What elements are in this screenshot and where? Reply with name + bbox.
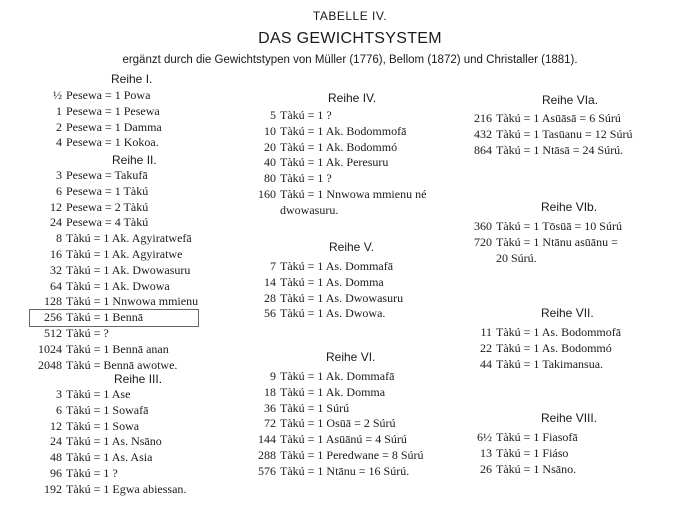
table-row xyxy=(30,434,186,450)
table-row xyxy=(250,306,403,322)
row-equivalence: Pesewa = 1 Powa xyxy=(66,88,151,102)
row-equivalence: Tàkú = 1 Fiáso xyxy=(496,445,569,460)
row-equivalence: Tàkú = 1 Fiasofā xyxy=(496,430,578,444)
row-quantity: 4 xyxy=(56,135,62,150)
row-quantity: 26 xyxy=(480,461,492,476)
row-quantity: 144 xyxy=(258,432,276,447)
section-reihe-8 xyxy=(464,430,578,477)
table-row xyxy=(30,184,198,200)
table-row xyxy=(30,466,186,482)
row-equivalence: Tàkú = 1 Ntānu = 16 Súrú. xyxy=(280,463,410,478)
table-row xyxy=(250,275,403,291)
table-row xyxy=(464,219,622,235)
table-row xyxy=(250,259,403,275)
row-quantity: 2048 xyxy=(38,357,62,372)
row-equivalence: Tàkú = 1 Sowafā xyxy=(66,402,149,417)
row-equivalence: Tàkú = 1 Ak. Dommafā xyxy=(280,369,395,383)
row-quantity: 22 xyxy=(480,340,492,355)
section-reihe-7 xyxy=(464,325,621,372)
row-quantity: 56 xyxy=(264,306,276,321)
row-equivalence: Pesewa = 1 Damma xyxy=(66,119,162,134)
row-quantity: 11 xyxy=(480,325,492,339)
row-quantity: 256 xyxy=(44,310,62,325)
table-row xyxy=(250,187,426,203)
table-row xyxy=(250,416,424,432)
section-title-reihe-8: Reihe VIII. xyxy=(541,411,598,425)
row-quantity: 3 xyxy=(56,168,62,182)
row-quantity: 3 xyxy=(56,387,62,401)
table-row xyxy=(250,385,424,401)
section-reihe-3 xyxy=(30,387,186,498)
row-equivalence: Tàkú = 1 Ak. Agyiratwefā xyxy=(66,231,192,246)
section-reihe-1 xyxy=(30,88,162,151)
table-row xyxy=(30,310,198,326)
row-quantity: 36 xyxy=(264,400,276,415)
row-quantity: 512 xyxy=(44,325,62,340)
table-row xyxy=(464,325,621,341)
table-row xyxy=(30,419,186,435)
row-equivalence: Tàkú = 1 Peredwane = 8 Súrú xyxy=(280,447,424,462)
table-row xyxy=(30,135,162,151)
row-quantity: 12 xyxy=(50,199,62,214)
table-row xyxy=(250,155,426,171)
row-equivalence: dwowasuru. xyxy=(280,202,339,217)
section-title-reihe-6b: Reihe VIb. xyxy=(541,200,598,214)
section-title-reihe-2: Reihe II. xyxy=(112,153,157,167)
page-title: DAS GEWICHTSYSTEM xyxy=(258,30,442,47)
table-row xyxy=(30,104,162,120)
table-row xyxy=(250,448,424,464)
row-equivalence: Tàkú = 1 As. Bodommofā xyxy=(496,325,622,339)
row-quantity: 6½ xyxy=(477,430,492,444)
row-quantity: 96 xyxy=(50,465,62,480)
row-equivalence: Tàkú = 1 As. Bodommó xyxy=(496,340,612,355)
row-equivalence: Tàkú = 1 As. Nsāno xyxy=(66,434,162,449)
row-equivalence: Pesewa = 1 Pesewa xyxy=(66,103,160,118)
section-title-reihe-7: Reihe VII. xyxy=(541,306,594,320)
section-title-reihe-4: Reihe IV. xyxy=(328,91,377,105)
table-row xyxy=(30,403,186,419)
row-equivalence: Tàkú = 1 ? xyxy=(280,171,332,186)
row-quantity: 360 xyxy=(474,219,492,233)
row-quantity: 80 xyxy=(264,171,276,186)
table-row xyxy=(250,369,424,385)
row-equivalence: Tàkú = 1 Sowa xyxy=(66,418,140,433)
row-quantity: 24 xyxy=(50,215,62,230)
row-equivalence: Tàkú = 1 Ak. Bodommó xyxy=(280,139,398,154)
row-equivalence: Tàkú = 1 As. Dwowa. xyxy=(280,306,386,321)
table-row xyxy=(30,263,198,279)
section-title-reihe-1: Reihe I. xyxy=(111,72,153,86)
table-row xyxy=(30,326,198,342)
row-equivalence: Tàkú = 1 Ak. Domma xyxy=(280,384,386,399)
table-row xyxy=(250,432,424,448)
table-row xyxy=(30,168,198,184)
table-row xyxy=(30,279,198,295)
row-equivalence: Pesewa = 1 Kokoa. xyxy=(66,135,159,150)
row-quantity: 128 xyxy=(44,294,62,309)
row-equivalence: Tàkú = 1 Nsāno. xyxy=(496,461,577,476)
table-row xyxy=(250,140,426,156)
table-row xyxy=(464,111,632,127)
row-quantity: 6 xyxy=(56,402,62,417)
row-equivalence: Tàkú = 1 Asūānú = 4 Súrú xyxy=(280,432,407,447)
row-equivalence: Pesewa = 2 Tàkú xyxy=(66,199,149,214)
section-title-reihe-6: Reihe VI. xyxy=(326,350,376,364)
row-equivalence: Tàkú = 1 Osūā = 2 Súrú xyxy=(280,416,396,431)
table-row xyxy=(250,291,403,307)
row-equivalence: Tàkú = 1 As. Dommafā xyxy=(280,259,394,273)
table-row xyxy=(464,251,622,267)
table-row xyxy=(464,127,632,143)
row-equivalence: Tàkú = 1 Ntāsā = 24 Súrú. xyxy=(496,142,624,157)
row-quantity: 720 xyxy=(474,234,492,249)
table-row xyxy=(30,450,186,466)
row-equivalence: Tàkú = 1 Ase xyxy=(66,387,131,401)
table-row xyxy=(250,108,426,124)
row-quantity: 13 xyxy=(480,445,492,460)
row-equivalence: 20 Súrú. xyxy=(496,250,537,265)
table-row xyxy=(30,215,198,231)
row-quantity: 64 xyxy=(50,278,62,293)
row-quantity: 10 xyxy=(264,123,276,138)
row-quantity: 8 xyxy=(56,231,62,246)
table-row xyxy=(464,462,578,478)
page-subtitle: ergänzt durch die Gewichtstypen von Müller (1776), Bellom (1872) und Christaller (1881). xyxy=(122,54,578,66)
section-reihe-5 xyxy=(250,259,403,322)
row-equivalence: Tàkú = 1 ? xyxy=(280,108,332,122)
row-quantity: 14 xyxy=(264,274,276,289)
table-row xyxy=(30,342,198,358)
table-row xyxy=(250,464,424,480)
row-equivalence: Tàkú = 1 As. Dwowasuru xyxy=(280,290,404,305)
row-quantity: 32 xyxy=(50,262,62,277)
table-row xyxy=(30,387,186,403)
row-equivalence: Tàkú = ? xyxy=(66,325,109,340)
table-row xyxy=(464,341,621,357)
table-row xyxy=(250,401,424,417)
row-quantity: 864 xyxy=(474,142,492,157)
row-quantity: 40 xyxy=(264,155,276,170)
row-quantity: 2 xyxy=(56,119,62,134)
row-quantity: 432 xyxy=(474,126,492,141)
row-equivalence: Tàkú = 1 Bennā xyxy=(66,310,144,325)
row-quantity: 1024 xyxy=(38,341,62,356)
row-quantity: 216 xyxy=(474,111,492,125)
table-row xyxy=(30,482,186,498)
row-equivalence: Tàkú = 1 Ak. Peresuru xyxy=(280,155,389,170)
table-row xyxy=(464,143,632,159)
row-quantity: 48 xyxy=(50,450,62,465)
row-equivalence: Tàkú = 1 ? xyxy=(66,465,118,480)
row-equivalence: Tàkú = 1 Egwa abiessan. xyxy=(66,481,187,496)
row-quantity: 288 xyxy=(258,447,276,462)
row-quantity: 12 xyxy=(50,418,62,433)
row-equivalence: Tàkú = 1 Ak. Agyiratwe xyxy=(66,246,183,261)
row-quantity: 28 xyxy=(264,290,276,305)
row-quantity: 192 xyxy=(44,481,62,496)
section-reihe-6a xyxy=(464,111,632,158)
row-equivalence: Tàkú = 1 Nnwowa mmienu né xyxy=(280,186,427,201)
row-quantity: 72 xyxy=(264,416,276,431)
row-quantity: 576 xyxy=(258,463,276,478)
table-row xyxy=(30,200,198,216)
row-equivalence: Tàkú = 1 Ak. Dwowa xyxy=(66,278,170,293)
section-reihe-6b xyxy=(464,219,622,266)
table-row xyxy=(464,430,578,446)
row-equivalence: Tàkú = 1 As. Domma xyxy=(280,274,384,289)
table-row xyxy=(30,231,198,247)
row-quantity: 20 xyxy=(264,139,276,154)
row-equivalence: Pesewa = Takufā xyxy=(66,168,148,182)
section-title-reihe-3: Reihe III. xyxy=(114,372,163,386)
row-quantity: 16 xyxy=(50,246,62,261)
row-equivalence: Pesewa = 1 Tàkú xyxy=(66,183,149,198)
row-quantity: 24 xyxy=(50,434,62,449)
section-title-reihe-5: Reihe V. xyxy=(329,240,374,254)
row-equivalence: Tàkú = 1 Asūāsā = 6 Súrú xyxy=(496,111,621,125)
section-reihe-6 xyxy=(250,369,424,480)
row-equivalence: Pesewa = 4 Tàkú xyxy=(66,215,149,230)
row-quantity: 7 xyxy=(270,259,276,273)
row-equivalence: Tàkú = 1 Ak. Dwowasuru xyxy=(66,262,191,277)
row-quantity: 160 xyxy=(258,186,276,201)
table-row xyxy=(30,294,198,310)
row-equivalence: Tàkú = 1 Tasūanu = 12 Súrú xyxy=(496,126,633,141)
row-quantity: 18 xyxy=(264,384,276,399)
row-quantity: 9 xyxy=(270,369,276,383)
row-equivalence: Tàkú = 1 Ak. Bodommofā xyxy=(280,123,407,138)
table-number: TABELLE IV. xyxy=(312,9,388,23)
table-row xyxy=(250,171,426,187)
table-row xyxy=(250,124,426,140)
row-quantity: 5 xyxy=(270,108,276,122)
table-row xyxy=(250,203,426,219)
section-title-reihe-6a: Reihe VIa. xyxy=(542,93,599,107)
section-reihe-4 xyxy=(250,108,426,219)
row-equivalence: Tàkú = 1 Takimansua. xyxy=(496,356,604,371)
row-equivalence: Tàkú = 1 Súrú xyxy=(280,400,350,415)
row-equivalence: Tàkú = 1 As. Asia xyxy=(66,450,153,465)
table-row xyxy=(464,446,578,462)
row-equivalence: Tàkú = 1 Nnwowa mmienu xyxy=(66,294,199,309)
row-equivalence: Tàkú = 1 Tōsūā = 10 Súrú xyxy=(496,219,622,233)
row-equivalence: Tàkú = 1 Bennā anan xyxy=(66,341,169,356)
table-row xyxy=(30,247,198,263)
table-row xyxy=(30,358,198,374)
table-row xyxy=(30,88,162,104)
row-equivalence: Tàkú = 1 Ntānu asūānu = xyxy=(496,234,618,249)
row-equivalence: Tàkú = Bennā awotwe. xyxy=(66,357,178,372)
table-row xyxy=(464,357,621,373)
table-row xyxy=(30,120,162,136)
row-quantity: 44 xyxy=(480,356,492,371)
row-quantity: 6 xyxy=(56,183,62,198)
section-reihe-2 xyxy=(30,168,198,373)
table-row xyxy=(464,235,622,251)
row-quantity: ½ xyxy=(53,88,62,102)
row-quantity: 1 xyxy=(56,103,62,118)
